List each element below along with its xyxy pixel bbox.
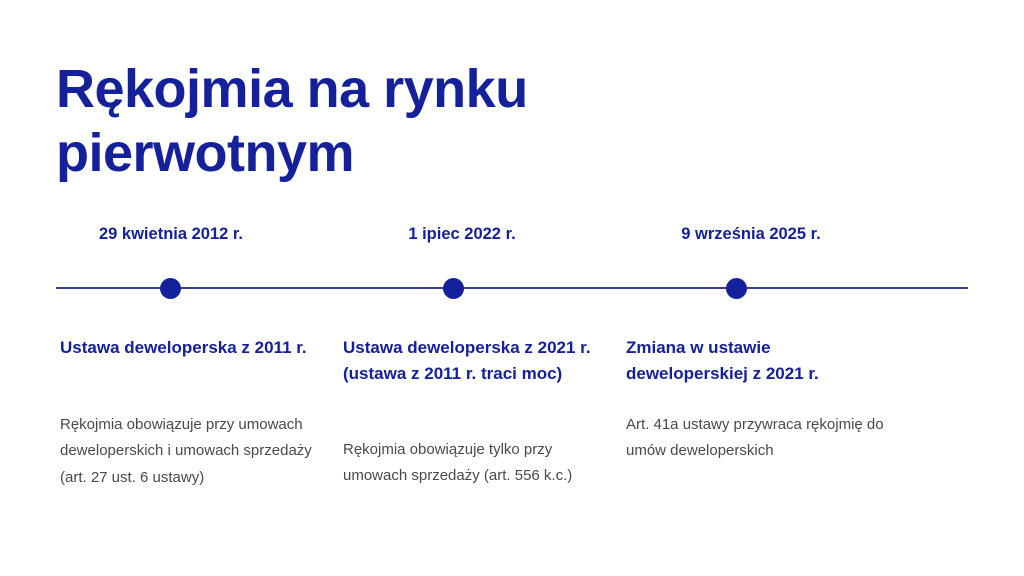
timeline-dot-icon: [726, 278, 747, 299]
timeline-dot-icon: [443, 278, 464, 299]
timeline-body: Art. 41a ustawy przywraca rękojmię do umów deweloperskich: [626, 416, 884, 460]
timeline: [0, 225, 1024, 535]
timeline-date: 29 kwietnia 2012 r.: [98, 225, 243, 243]
timeline-heading: Ustawa deweloperska z 2021 r. (ustawa z 2011 r. traci moc): [343, 338, 591, 384]
timeline-body: Rękojmia obowiązuje tylko przy umowach sprzedaży (art. 556 k.c.): [343, 441, 573, 485]
timeline-body: Rękojmia obowiązuje przy umowach deweloperskich i umowach sprzedaży (art. 27 ust. 6 ustawy): [60, 416, 312, 486]
timeline-date: 1 ipiec 2022 r.: [408, 225, 516, 243]
timeline-axis: [56, 287, 968, 289]
timeline-dot-icon: [160, 278, 181, 299]
timeline-date: 9 września 2025 r.: [681, 225, 821, 243]
page-title: Rękojmia na rynku pierwotnym: [56, 59, 528, 183]
timeline-heading: Ustawa deweloperska z 2011 r.: [60, 338, 307, 357]
timeline-heading: Zmiana w ustawie deweloperskiej z 2021 r.: [626, 338, 819, 384]
